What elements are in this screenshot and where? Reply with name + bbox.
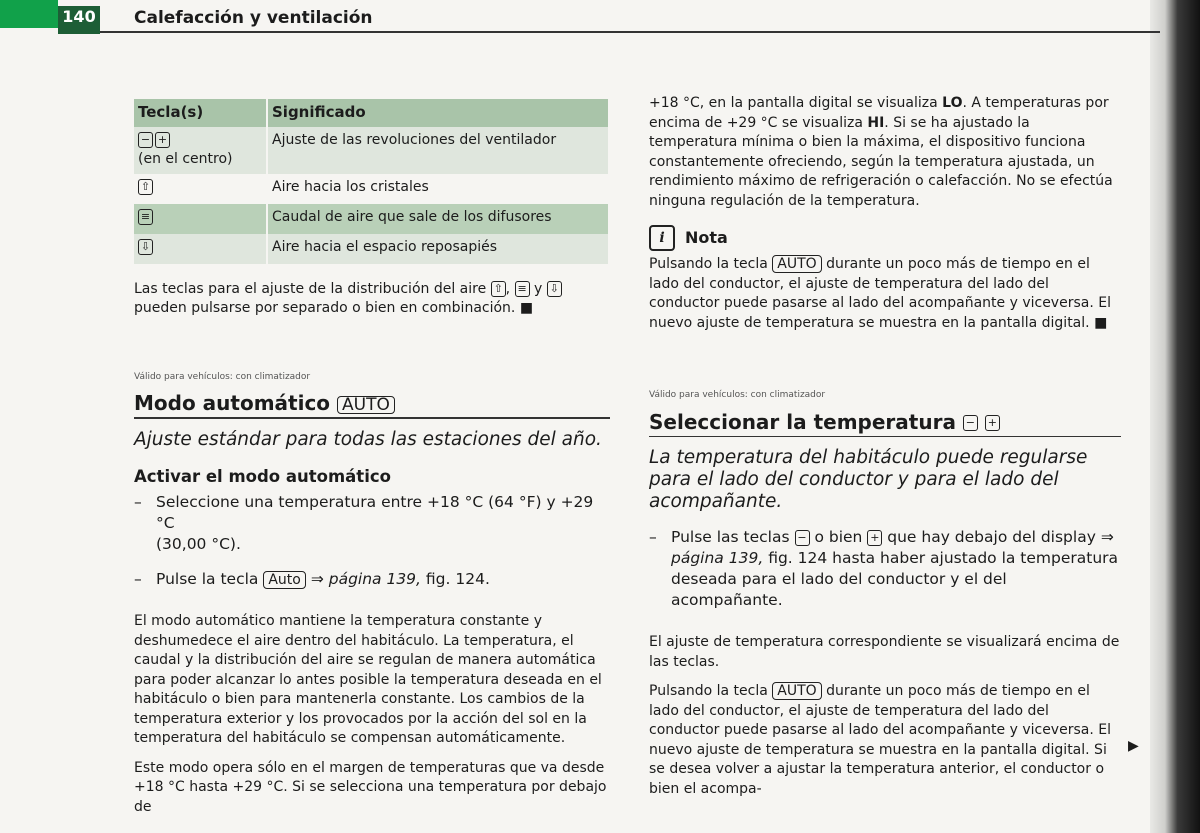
table-cell-keys — [134, 204, 267, 234]
table-footnote: Las teclas para el ajuste de la distribución del aire ⇧ , ≡ y ⇩ pueden pulsarse por separado o bien en combinación. ■ — [134, 280, 610, 319]
page-number: 140 — [58, 6, 100, 34]
table-cell-keys — [134, 127, 267, 174]
section-title: Seleccionar la temperatura − + — [649, 410, 1121, 434]
step-item: – Seleccione una temperatura entre +18 °C (64 °F) y +29 °C (30,00 °C). — [134, 493, 594, 553]
table-cell-meaning: Ajuste de las revoluciones del ventilador — [267, 127, 608, 174]
page-reference: ⇒ página 139, — [310, 570, 421, 588]
end-marker-icon: ■ — [519, 300, 534, 316]
header-rule — [100, 31, 1160, 33]
subheading: Activar el modo automático — [134, 466, 391, 486]
note-title: Nota — [685, 228, 728, 248]
continue-arrow-icon: ▶ — [1128, 738, 1139, 754]
col-header-keys: Tecla(s) — [138, 103, 204, 121]
body-paragraph: El modo automático mantiene la temperatura constante y deshumedece el aire dentro del habitáculo. La temperatura, el caudal y la distribución del aire se regulan de manera automática para poder alcanzar lo antes posible la temperatura deseada en el habitáculo o bien para mantenerla constante. Los cambios de la temperatura exterior y los provocados por la acción del sol en la temperatura del habitáculo se compensan automáticamente. — [134, 613, 602, 746]
auto-key-label: AUTO — [337, 396, 395, 414]
info-icon: i — [649, 225, 675, 251]
auto-key-label: AUTO — [772, 682, 821, 700]
note-text: Pulsando la tecla AUTO durante un poco más de tiempo en el lado del conductor, el ajuste de temperatura del lado del conductor puede pasarse al lado del acompañante y viceversa. El nuevo ajuste de temperatura se muestra en la pantalla digital. ■ — [649, 256, 1111, 331]
section-rule — [134, 417, 610, 419]
key-note: (en el centro) — [138, 151, 233, 167]
section-rule — [649, 436, 1121, 438]
minus-key-icon: − — [138, 132, 153, 148]
arrow-down-key-icon: ⇩ — [547, 281, 562, 297]
section-lead: La temperatura del habitáculo puede regularse para el lado del conductor y para el lado del acompañante. — [649, 447, 1088, 512]
key-table — [134, 99, 608, 264]
chapter-title: Calefacción y ventilación — [134, 8, 373, 28]
body-paragraph: +18 °C, en la pantalla digital se visualiza LO. A temperaturas por encima de +29 °C se visualiza HI. Si se ha ajustado la temperatura mínima o bien la máxima, el dispositivo funciona constantemente ofreciendo, según la temperatura ajustada, un rendimiento máximo de refrigeración o calefacción. No se efectúa ninguna regulación de la temperatura. — [649, 95, 1113, 209]
col-header-meaning: Significado — [267, 99, 608, 127]
arrow-up-key-icon: ⇧ — [138, 179, 153, 195]
section-title: Modo automático AUTO — [134, 391, 610, 415]
body-paragraph: El ajuste de temperatura correspondiente se visualizará encima de las teclas. — [649, 634, 1120, 670]
right-column — [649, 94, 1121, 799]
validity-note: Válido para vehículos: con climatizador — [134, 371, 311, 382]
header-tab — [0, 0, 58, 28]
page-reference: ⇒ página 139, — [671, 528, 1114, 567]
table-row — [134, 234, 608, 264]
note-heading — [649, 225, 1121, 251]
minus-key-icon: − — [963, 415, 978, 431]
section-lead: Ajuste estándar para todas las estaciones del año. — [134, 428, 602, 450]
vent-key-icon: ≡ — [515, 281, 530, 297]
auto-key-label: Auto — [263, 571, 306, 589]
table-row — [134, 127, 608, 174]
table-cell-meaning: Aire hacia los cristales — [267, 174, 608, 204]
step-item: – Pulse las teclas − o bien + que hay debajo del display ⇒ página 139, fig. 124 hasta haber ajustado la temperatura deseada para el lado del conductor y el del acompañante. — [649, 528, 1119, 609]
end-marker-icon: ■ — [1094, 314, 1108, 331]
body-paragraph: Este modo opera sólo en el margen de temperaturas que va desde +18 °C hasta +29 °C. Si se selecciona una temperatura por debajo de — [134, 759, 607, 815]
auto-key-label: AUTO — [772, 255, 821, 273]
table-row — [134, 204, 608, 234]
vent-key-icon: ≡ — [138, 209, 153, 225]
plus-key-icon: + — [985, 415, 1000, 431]
table-cell-keys — [134, 174, 267, 204]
plus-key-icon: + — [867, 530, 882, 546]
plus-key-icon: + — [155, 132, 170, 148]
minus-key-icon: − — [795, 530, 810, 546]
table-cell-keys — [134, 234, 267, 264]
table-cell-meaning: Caudal de aire que sale de los difusores — [267, 204, 608, 234]
arrow-up-key-icon: ⇧ — [491, 281, 506, 297]
left-column — [134, 99, 610, 817]
table-header-row — [134, 99, 608, 127]
table-row — [134, 174, 608, 204]
body-paragraph: Pulsando la tecla AUTO durante un poco más de tiempo en el lado del conductor, el ajuste de temperatura del lado del conductor puede pasarse al lado del acompañante y viceversa. El nuevo ajuste de temperatura se muestra en la pantalla digital. Si se desea volver a ajustar la temperatura anterior, el conductor o bien el acompa- — [649, 683, 1111, 797]
validity-note: Válido para vehículos: con climatizador — [649, 390, 826, 400]
table-cell-meaning: Aire hacia el espacio reposapiés — [267, 234, 608, 264]
book-spine — [1150, 0, 1200, 833]
step-item: – Pulse la tecla Auto ⇒ página 139, fig. 124. — [134, 570, 490, 588]
arrow-down-key-icon: ⇩ — [138, 239, 153, 255]
